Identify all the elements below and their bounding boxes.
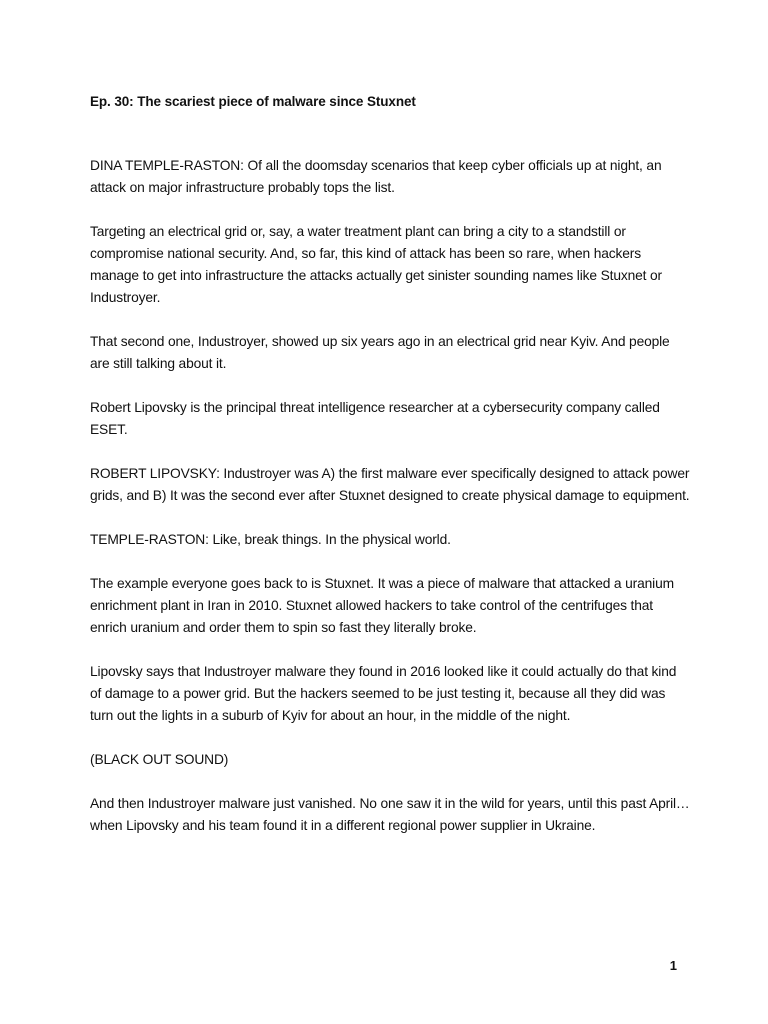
paragraph-10: And then Industroyer malware just vanished. No one saw it in the wild for years, until this past April…when Lipovsky and his team found it in a different regional power supplier in Ukraine. [90,796,690,833]
paragraph-4: Robert Lipovsky is the principal threat intelligence researcher at a cybersecurity company called ESET. [90,400,660,437]
document-body [90,91,690,859]
paragraph-6: TEMPLE-RASTON: Like, break things. In the physical world. [90,532,451,547]
document-title: Ep. 30: The scariest piece of malware since Stuxnet [90,94,416,109]
paragraph-9: (BLACK OUT SOUND) [90,752,229,767]
page-number: 1 [669,958,677,973]
paragraph-7: The example everyone goes back to is Stuxnet. It was a piece of malware that attacked a uranium enrichment plant in Iran in 2010. Stuxnet allowed hackers to take control of the centrifuges that enrich uranium and order them to spin so fast they literally broke. [90,576,674,635]
paragraph-3: That second one, Industroyer, showed up six years ago in an electrical grid near Kyiv. And people are still talking about it. [90,334,670,371]
paragraph-5: ROBERT LIPOVSKY: Industroyer was A) the first malware ever specifically designed to attack power grids, and B) It was the second ever after Stuxnet designed to create physical damage to equipment. [90,466,690,503]
paragraph-2: Targeting an electrical grid or, say, a water treatment plant can bring a city to a standstill or compromise national security. And, so far, this kind of attack has been so rare, when hackers manage to get into infrastructure the attacks actually get sinister sounding names like Stuxnet or Industroyer. [90,224,662,305]
paragraph-1: DINA TEMPLE-RASTON: Of all the doomsday scenarios that keep cyber officials up at night, an attack on major infrastructure probably tops the list. [90,158,662,195]
paragraph-8: Lipovsky says that Industroyer malware they found in 2016 looked like it could actually do that kind of damage to a power grid. But the hackers seemed to be just testing it, because all they did was turn out the lights in a suburb of Kyiv for about an hour, in the middle of the night. [90,664,677,723]
